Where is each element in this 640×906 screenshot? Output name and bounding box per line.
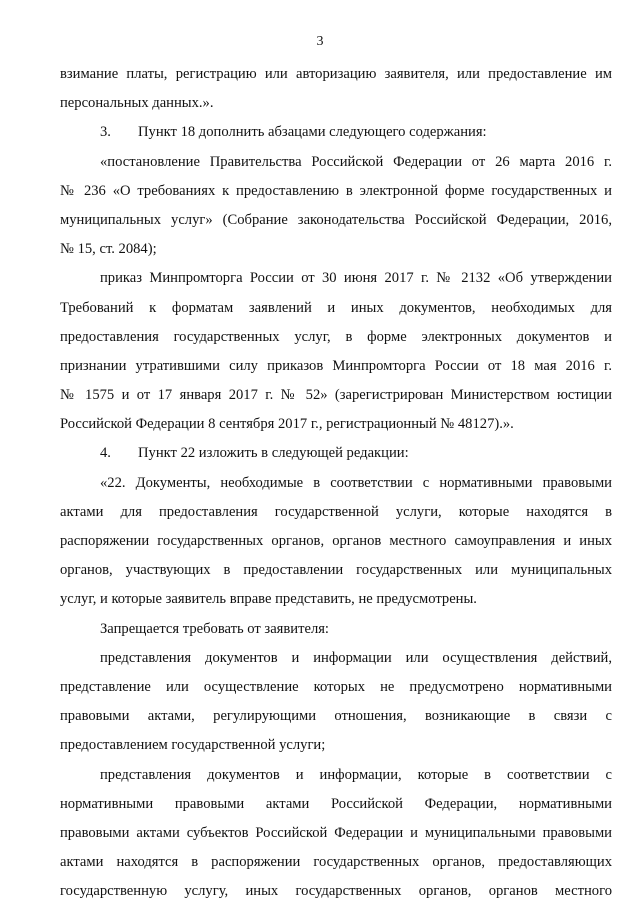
text-line: муниципальных услуг» (Собрание законодательства Российской Федерации, 2016, — [60, 211, 612, 228]
paragraph-first-line: представления документов и информации, которые в соответствии с — [100, 766, 612, 783]
text-line: предоставления государственных услуг, в форме электронных документов и — [60, 328, 612, 345]
text-line: актами находятся в распоряжении государственных органов, предоставляющих — [60, 854, 612, 871]
text-line: актами для предоставления государственной услуги, которые находятся в — [60, 503, 612, 520]
clause-text: Пункт 22 изложить в следующей редакции: — [138, 445, 409, 462]
text-line: представление или осуществление которых не предусмотрено нормативными — [60, 678, 612, 695]
text-line: услуг, и которые заявитель вправе представить, не предусмотрены. — [60, 591, 477, 608]
text-line: правовыми актами, регулирующими отношения, возникающие в связи с — [60, 708, 612, 725]
text-line: предоставлением государственной услуги; — [60, 737, 326, 754]
text-line: распоряжении государственных органов, органов местного самоуправления и иных — [60, 533, 612, 549]
paragraph-first-line: представления документов и информации или осуществления действий, — [100, 649, 612, 666]
text-line: Российской Федерации 8 сентября 2017 г., регистрационный № 48127).». — [60, 416, 514, 433]
clause-number: 4. — [100, 445, 111, 462]
paragraph-first-line: «постановление Правительства Российской Федерации от 26 марта 2016 г. — [100, 153, 612, 170]
text-line: признании утратившими силу приказов Минпромторга России от 18 мая 2016 г. — [60, 357, 612, 374]
text-line: № 1575 и от 17 января 2017 г. № 52» (зарегистрирован Министерством юстиции — [60, 387, 612, 404]
text-line: № 236 «О требованиях к предоставлению в электронной форме государственных и — [60, 182, 612, 199]
text-line: органов, участвующих в предоставлении государственных или муниципальных — [60, 562, 612, 579]
text-line: правовыми актами субъектов Российской Федерации и муниципальными правовыми — [60, 824, 612, 841]
numbered-clause — [60, 439, 612, 468]
text-line: № 15, ст. 2084); — [60, 241, 157, 258]
clause-text: Пункт 18 дополнить абзацами следующего содержания: — [138, 124, 487, 141]
page-number: 3 — [316, 34, 324, 49]
paragraph-first-line: приказ Минпромторга России от 30 июня 2017 г. № 2132 «Об утверждении — [100, 270, 612, 287]
text-line: Требований к форматам заявлений и иных документов, необходимых для — [60, 299, 612, 316]
numbered-clause — [60, 118, 612, 147]
text-line: персональных данных.». — [60, 95, 214, 112]
clause-number: 3. — [100, 124, 111, 141]
paragraph-first-line: «22. Документы, необходимые в соответствии с нормативными правовыми — [100, 474, 612, 491]
text-line: взимание платы, регистрацию или авторизацию заявителя, или предоставление им — [60, 66, 612, 82]
paragraph-first-line: Запрещается требовать от заявителя: — [100, 620, 329, 637]
text-line: нормативными правовыми актами Российской Федерации, нормативными — [60, 795, 612, 812]
document-body — [60, 60, 612, 906]
text-line: государственную услугу, иных государственных органов, органов местного — [60, 883, 612, 900]
